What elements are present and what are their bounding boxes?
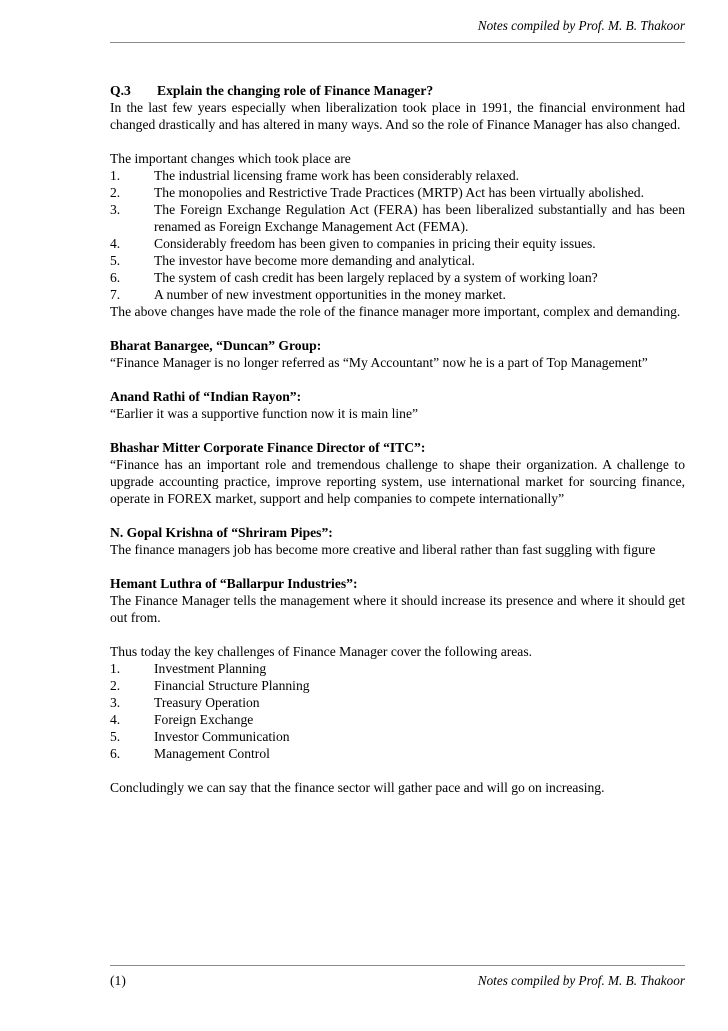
- question-heading: [110, 82, 685, 99]
- quote-text: “Finance Manager is no longer referred as “My Accountant” now he is a part of Top Management”: [110, 355, 648, 370]
- list-item: [110, 728, 685, 745]
- list-number: 6.: [110, 270, 121, 285]
- list-text: Financial Structure Planning: [154, 678, 310, 693]
- quote-text: The Finance Manager tells the management where it should increase its presence and where it should get out from.: [110, 593, 685, 625]
- list-item: [110, 286, 685, 303]
- quote-text: “Finance has an important role and tremendous challenge to shape their organization. A challenge to upgrade accounting practice, improve reporting system, use international market for sourcing finance, operate in FOREX market, support and help companies to compete internationally”: [110, 457, 685, 506]
- list-item: [110, 694, 685, 711]
- list-number: 3.: [110, 695, 121, 710]
- list-text: Management Control: [154, 746, 270, 761]
- list-number: 1.: [110, 661, 121, 676]
- list-number: 5.: [110, 253, 121, 268]
- list-item: [110, 167, 685, 184]
- list-text: Investor Communication: [154, 729, 290, 744]
- list-text: The investor have become more demanding and analytical.: [154, 253, 475, 268]
- list-text: A number of new investment opportunities in the money market.: [154, 287, 506, 302]
- list-item: [110, 252, 685, 269]
- page-header: Notes compiled by Prof. M. B. Thakoor: [477, 18, 685, 33]
- quote-speaker: Bhashar Mitter Corporate Finance Director of “ITC”:: [110, 440, 426, 455]
- list-number: 4.: [110, 712, 121, 727]
- page-content: [110, 82, 685, 796]
- quote-speaker: Anand Rathi of “Indian Rayon”:: [110, 389, 302, 404]
- question-number: Q.3: [110, 83, 131, 98]
- changes-lead: The important changes which took place are: [110, 151, 351, 166]
- list-number: 2.: [110, 678, 121, 693]
- list-item: [110, 745, 685, 762]
- list-number: 2.: [110, 185, 121, 200]
- list-item: [110, 677, 685, 694]
- challenges-lead: Thus today the key challenges of Finance Manager cover the following areas.: [110, 644, 533, 659]
- list-text: Treasury Operation: [154, 695, 260, 710]
- footer-credit: Notes compiled by Prof. M. B. Thakoor: [477, 973, 685, 988]
- list-item: [110, 269, 685, 286]
- quote-text: The finance managers job has become more creative and liberal rather than fast suggling with figure: [110, 542, 656, 557]
- closing-statement: Concludingly we can say that the finance sector will gather pace and will go on increasing.: [110, 780, 605, 795]
- document-page: [110, 0, 685, 1031]
- list-text: The Foreign Exchange Regulation Act (FERA) has been liberalized substantially and has been renamed as Foreign Exchange Management Act (FEMA).: [154, 202, 685, 234]
- quote-text: “Earlier it was a supportive function now it is main line”: [110, 406, 419, 421]
- changes-conclusion: The above changes have made the role of the finance manager more important, complex and demanding.: [110, 304, 681, 319]
- question-title: Explain the changing role of Finance Manager?: [157, 83, 434, 98]
- list-item: [110, 184, 685, 201]
- footer-rule: [110, 965, 685, 966]
- list-text: Foreign Exchange: [154, 712, 254, 727]
- list-text: Investment Planning: [154, 661, 267, 676]
- list-number: 4.: [110, 236, 121, 251]
- quote-speaker: Hemant Luthra of “Ballarpur Industries”:: [110, 576, 358, 591]
- list-number: 3.: [110, 202, 121, 217]
- list-number: 7.: [110, 287, 121, 302]
- page-number: (1): [110, 973, 126, 988]
- header-rule: [110, 42, 685, 43]
- list-item: [110, 201, 685, 235]
- list-text: The monopolies and Restrictive Trade Practices (MRTP) Act has been virtually abolished.: [154, 185, 644, 200]
- question-intro: In the last few years especially when liberalization took place in 1991, the financial environment had changed drastically and has altered in many ways. And so the role of Finance Manager has also changed.: [110, 100, 685, 132]
- list-number: 6.: [110, 746, 121, 761]
- list-item: [110, 711, 685, 728]
- list-item: [110, 660, 685, 677]
- list-text: The industrial licensing frame work has been considerably relaxed.: [154, 168, 520, 183]
- list-text: Considerably freedom has been given to companies in pricing their equity issues.: [154, 236, 596, 251]
- list-number: 5.: [110, 729, 121, 744]
- list-item: [110, 235, 685, 252]
- list-text: The system of cash credit has been largely replaced by a system of working loan?: [154, 270, 598, 285]
- quote-speaker: N. Gopal Krishna of “Shriram Pipes”:: [110, 525, 333, 540]
- quote-speaker: Bharat Banargee, “Duncan” Group:: [110, 338, 322, 353]
- list-number: 1.: [110, 168, 121, 183]
